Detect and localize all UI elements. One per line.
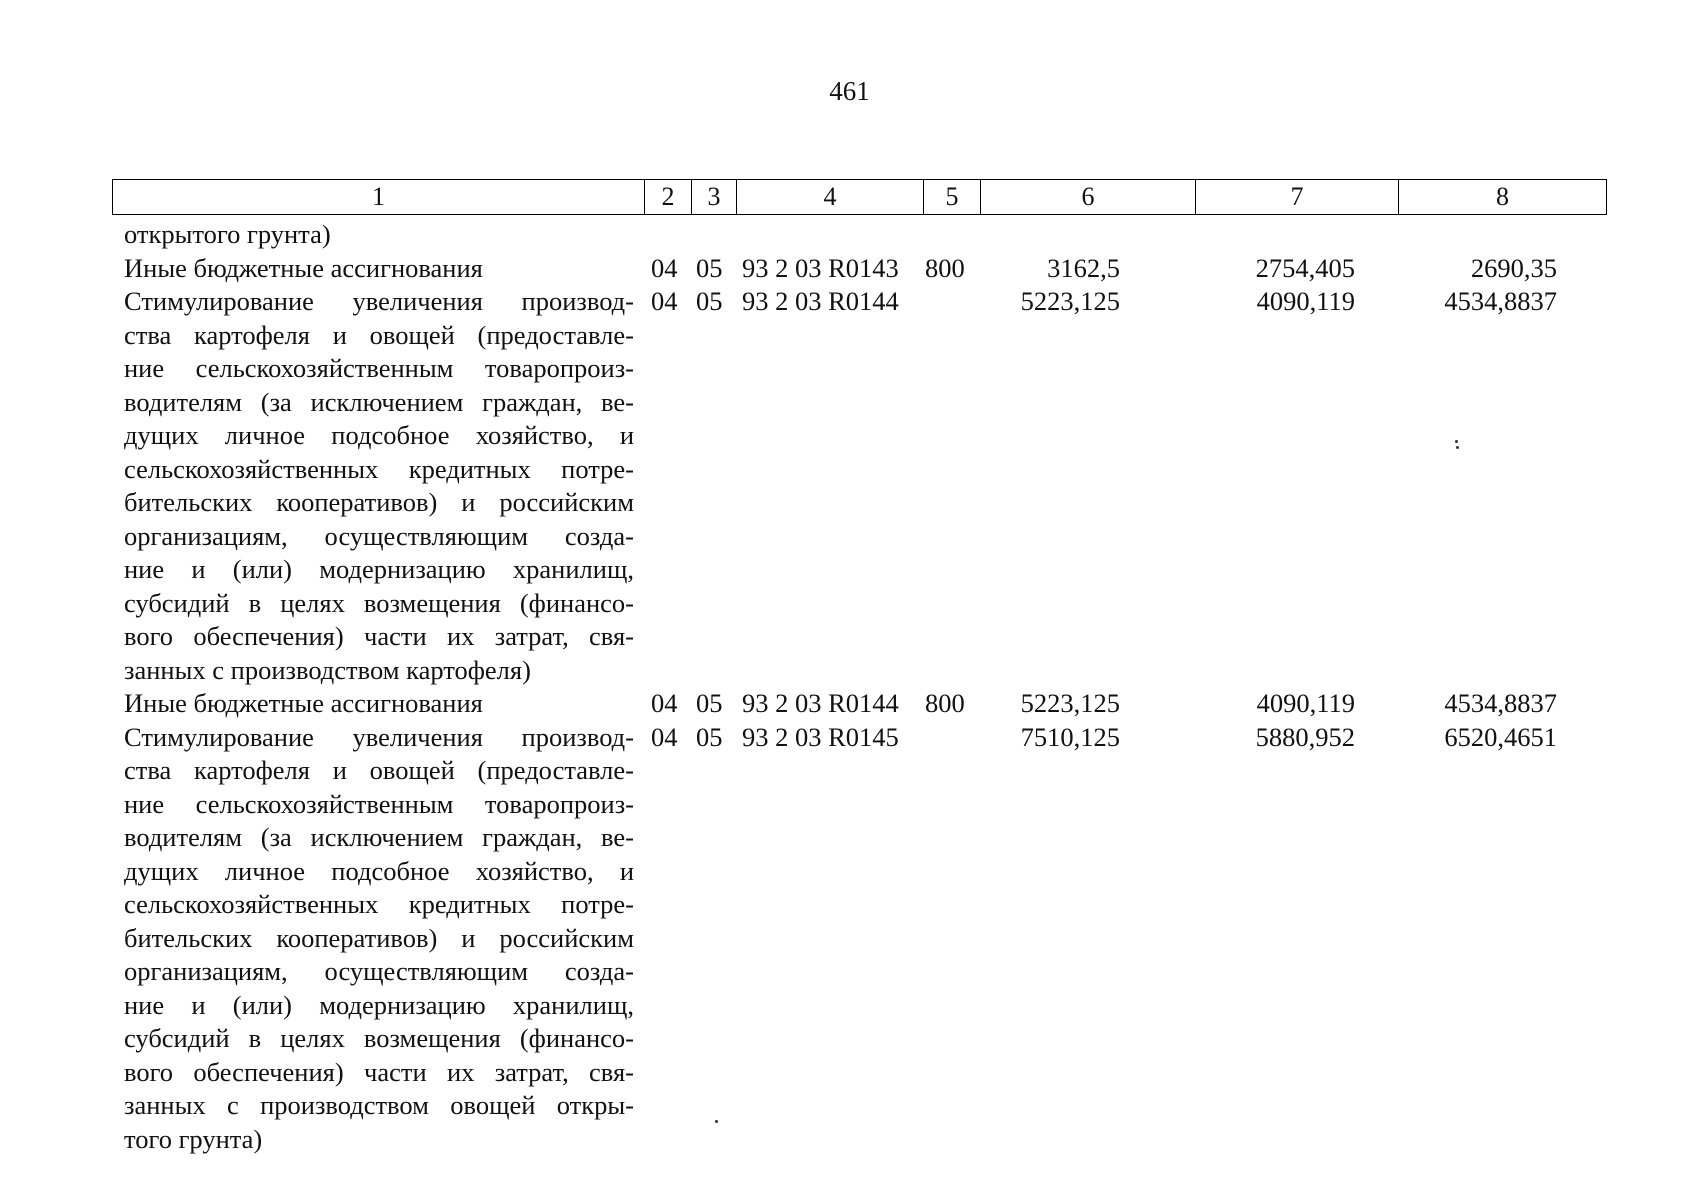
table-row xyxy=(124,285,1604,687)
row-name-line: того грунта) xyxy=(124,1123,263,1154)
scan-speck xyxy=(1455,440,1458,443)
row-name xyxy=(124,252,634,286)
row-name-line: вого обеспечения) части их затрат, свя- xyxy=(124,1056,634,1087)
row-name-line: Стимулирование увеличения производ- xyxy=(124,721,634,752)
row-name-line: Стимулирование увеличения производ- xyxy=(124,286,634,316)
row-name xyxy=(124,285,634,687)
row-name-line: организациям, осуществляющим созда- xyxy=(124,520,634,551)
row-name-line: ние и (или) модернизацию хранилищ, xyxy=(124,554,634,584)
header-col-8: 8 xyxy=(1496,182,1509,211)
table-row xyxy=(124,687,1604,721)
row-cell-c7: 4090,119 xyxy=(1256,688,1355,718)
row-cell-c5: 800 xyxy=(925,688,965,718)
row-name-line: водителям (за исключением граждан, ве- xyxy=(124,386,634,417)
row-cell-c6: 7510,125 xyxy=(1020,721,1120,752)
row-cell-c6: 3162,5 xyxy=(1047,252,1120,283)
row-cell-c6: 5223,125 xyxy=(1020,688,1120,718)
row-name-line: субсидий в целях возмещения (финансо- xyxy=(124,1023,634,1053)
header-col-4: 4 xyxy=(737,180,924,214)
header-col-7: 7 xyxy=(1196,180,1399,214)
row-cell-c5: 800 xyxy=(925,252,965,283)
row-cell-c8: 6520,4651 xyxy=(1444,721,1557,752)
row-name-line: дущих личное подсобное хозяйство, и xyxy=(124,855,634,886)
table-body xyxy=(124,218,1604,1156)
row-name-line: ние сельскохозяйственным товаропроиз- xyxy=(124,788,634,819)
row-cell-c2: 04 xyxy=(651,721,678,752)
row-name-line: бительских кооперативов) и российским xyxy=(124,922,634,953)
row-cell-c2: 04 xyxy=(651,286,678,316)
row-name-line: водителям (за исключением граждан, ве- xyxy=(124,822,634,852)
header-col-3: 3 xyxy=(692,180,737,214)
header-col-5: 5 xyxy=(924,180,981,214)
row-cell-c7: 5880,952 xyxy=(1255,721,1355,752)
row-name xyxy=(124,687,634,721)
row-name xyxy=(124,721,634,1157)
row-cell-c4: 93 2 03 R0145 xyxy=(742,721,899,752)
row-name-line: Иные бюджетные ассигнования xyxy=(124,688,483,718)
row-name-line: сельскохозяйственных кредитных потре- xyxy=(124,889,634,919)
row-name-line: организациям, осуществляющим созда- xyxy=(124,956,634,986)
page-number: 461 xyxy=(829,76,870,106)
row-name-line: ние сельскохозяйственным товаропроиз- xyxy=(124,353,634,383)
row-cell-c3: 05 xyxy=(696,721,723,752)
row-name-line: занных с производством овощей откры- xyxy=(124,1090,634,1120)
row-name-line: Иные бюджетные ассигнования xyxy=(124,252,483,283)
table-row xyxy=(124,721,1604,1157)
row-cell-c2: 04 xyxy=(651,688,678,718)
table-row xyxy=(124,252,1604,286)
header-col-1: 1 xyxy=(113,180,645,214)
row-cell-c7: 2754,405 xyxy=(1255,252,1355,283)
scan-speck xyxy=(715,1120,718,1123)
row-cell-c8: 4534,8837 xyxy=(1444,688,1557,718)
table-row xyxy=(124,218,1604,252)
scan-speck xyxy=(1456,446,1459,449)
row-name xyxy=(124,218,634,252)
row-cell-c7: 4090,119 xyxy=(1256,286,1355,316)
row-cell-c2: 04 xyxy=(651,252,678,283)
header-col-6: 6 xyxy=(981,180,1196,214)
row-name-line: ства картофеля и овощей (предоставле- xyxy=(124,319,634,350)
row-cell-c3: 05 xyxy=(696,286,723,316)
row-cell-c4: 93 2 03 R0144 xyxy=(742,688,899,718)
row-cell-c4: 93 2 03 R0143 xyxy=(742,252,899,283)
row-name-line: ние и (или) модернизацию хранилищ, xyxy=(124,989,634,1020)
row-cell-c8: 2690,35 xyxy=(1470,252,1557,283)
row-name-line: ства картофеля и овощей (предоставле- xyxy=(124,755,634,785)
row-name-line: занных с производством картофеля) xyxy=(124,654,531,685)
row-cell-c3: 05 xyxy=(696,252,723,283)
header-col-2: 2 xyxy=(645,180,692,214)
table-header xyxy=(112,179,1607,215)
row-cell-c6: 5223,125 xyxy=(1020,286,1120,316)
row-cell-c3: 05 xyxy=(696,688,723,718)
row-name-line: бительских кооперативов) и российским xyxy=(124,487,634,517)
row-name-line: сельскохозяйственных кредитных потре- xyxy=(124,453,634,484)
row-name-line: дущих личное подсобное хозяйство, и xyxy=(124,420,634,450)
row-cell-c8: 4534,8837 xyxy=(1444,286,1557,316)
row-name-line: открытого грунта) xyxy=(124,219,331,249)
row-name-line: вого обеспечения) части их затрат, свя- xyxy=(124,621,634,651)
row-name-line: субсидий в целях возмещения (финансо- xyxy=(124,587,634,618)
row-cell-c4: 93 2 03 R0144 xyxy=(742,286,899,316)
